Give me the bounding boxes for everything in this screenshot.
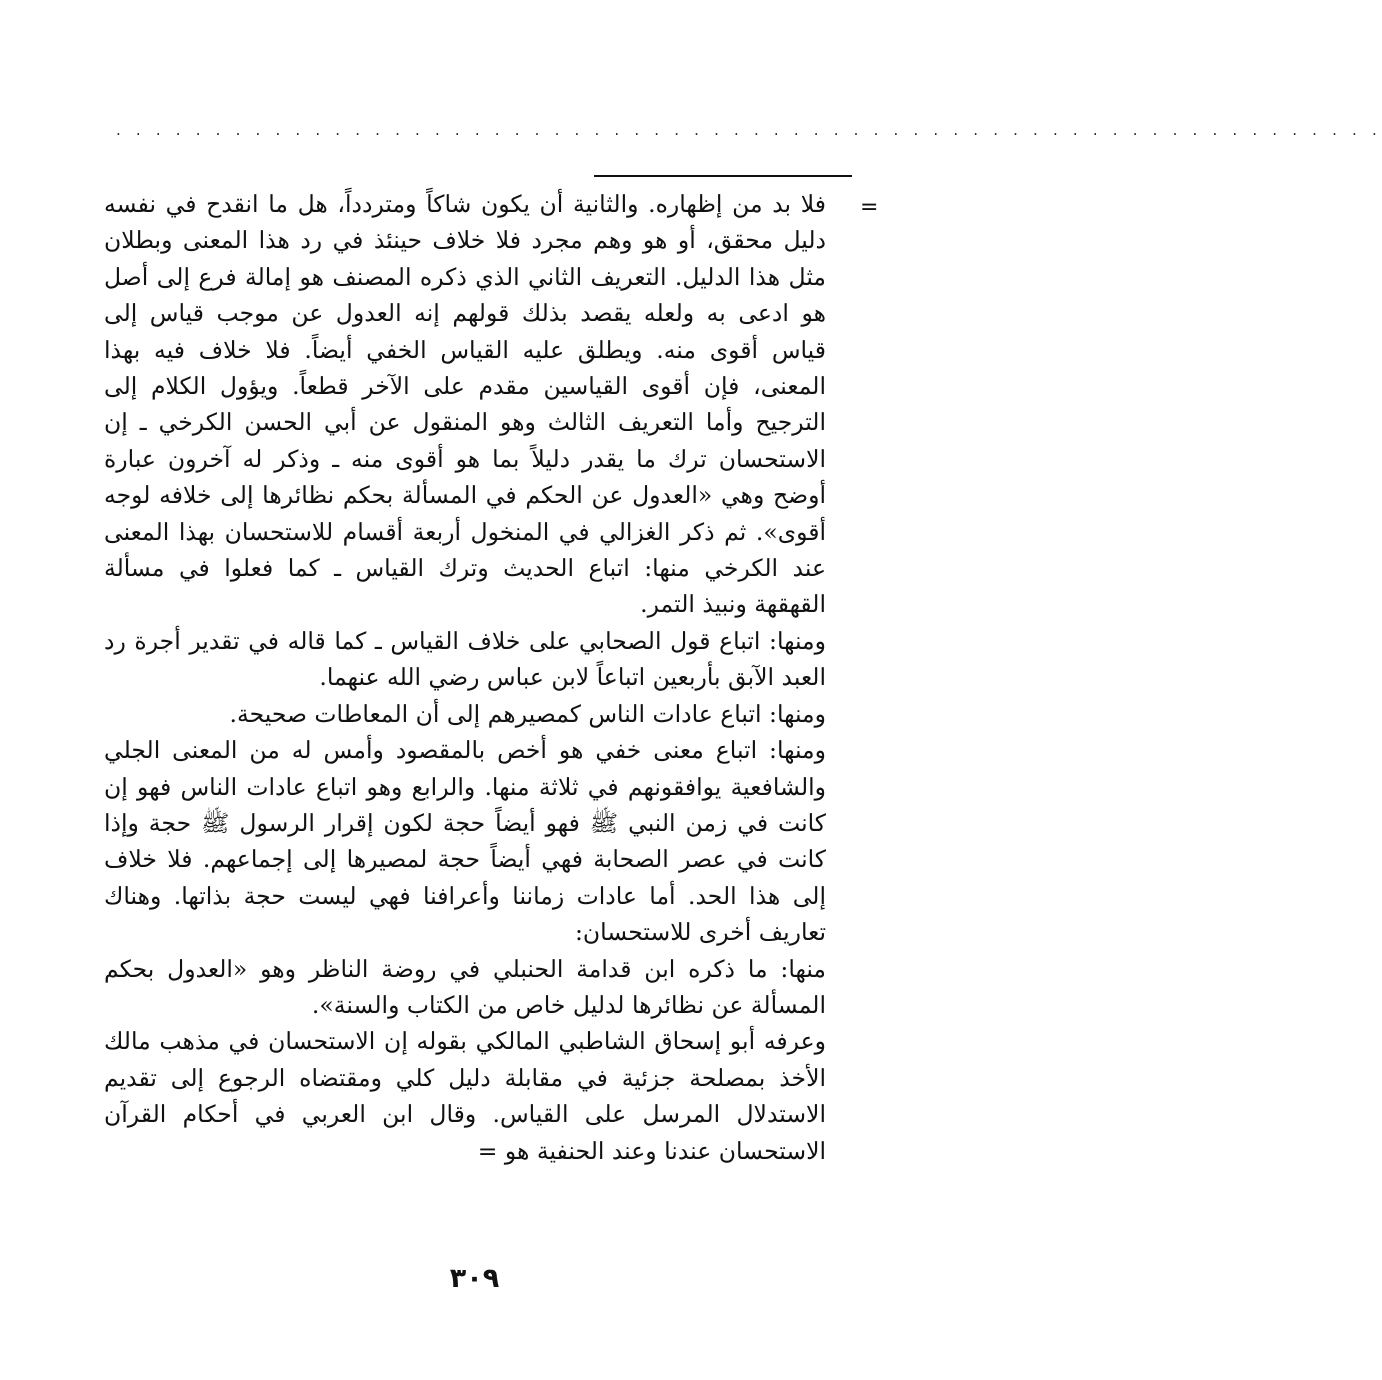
paragraph: منها: ما ذكره ابن قدامة الحنبلي في روضة الناظر وهو «العدول بحكم المسألة عن نظائرها لدليل خاص من الكتاب والسنة». (104, 954, 826, 1019)
paragraph: ومنها: اتباع قول الصحابي على خلاف القياس ـ كما قاله في تقدير أجرة رد العبد الآبق بأربعين اتباعاً لابن عباس رضي الله عنهما. (104, 626, 826, 692)
footnote-text-block (104, 186, 826, 1169)
paragraph: فلا بد من إظهاره. والثانية أن يكون شاكاً ومتردداً، هل ما انقدح في نفسه دليل محقق، أو هو وهم مجرد فلا خلاف حينئذ في رد هذا المعنى وبطلان مثل هذا الدليل. التعريف الثاني الذي ذكره المصنف هو إمالة فرع إلى أصل هو ادعى به ولعله يقصد بذلك قولهم إنه العدول عن موجب قياس إلى قياس أقوى منه. ويطلق عليه القياس الخفي أيضاً. فلا خلاف فيه بهذا المعنى، فإن أقوى القياسين مقدم على الآخر قطعاً. ويؤول الكلام إلى الترجيح وأما التعريف الثالث وهو المنقول عن أبي الحسن الكرخي ـ إن الاستحسان ترك ما يقدر دليلاً بما هو أقوى منه ـ وذكر له آخرون عبارة أوضح وهي «العدول عن الحكم في المسألة بحكم نظائرها إلى خلافه لوجه أقوى». ثم ذكر الغزالي في المنخول أربعة أقسام للاستحسان بهذا المعنى عند الكرخي منها: اتباع الحديث وترك القياس ـ كما فعلوا في مسألة القهقهة ونبيذ التمر. (104, 190, 826, 619)
footnote-rule (594, 175, 852, 177)
continuation-mark: = (860, 195, 879, 220)
dotted-separator: . . . . . . . . . . . . . . . . . . . . . . . . . . . . . . . . . . . . . . . . . . . . . . . . . . . . . . . . . . . . . . . . (116, 121, 1382, 139)
paragraph: ومنها: اتباع عادات الناس كمصيرهم إلى أن المعاطات صحيحة. (229, 699, 826, 728)
paragraph: وعرفه أبو إسحاق الشاطبي المالكي بقوله إن الاستحسان في مذهب مالك الأخذ بمصلحة جزئية في مقابلة دليل كلي ومقتضاه الرجوع إلى تقديم الاستدلال المرسل على القياس. وقال ابن العربي في أحكام القرآن الاستحسان عندنا وعند الحنفية هو = (104, 1027, 826, 1165)
page-number: ٣٠٩ (449, 1263, 500, 1294)
paragraph: ومنها: اتباع معنى خفي هو أخص بالمقصود وأمس له من المعنى الجلي والشافعية يوافقونهم في ثلاثة منها. والرابع وهو اتباع عادات الناس فهو إن كانت في زمن النبي ﷺ فهو أيضاً حجة لكون إقرار الرسول ﷺ حجة وإذا كانت في عصر الصحابة فهي أيضاً حجة لمصيرها إلى إجماعهم. فلا خلاف إلى هذا الحد. أما عادات زماننا وأعرافنا فهي ليست حجة بذاتها. وهناك تعاريف أخرى للاستحسان: (104, 736, 826, 947)
